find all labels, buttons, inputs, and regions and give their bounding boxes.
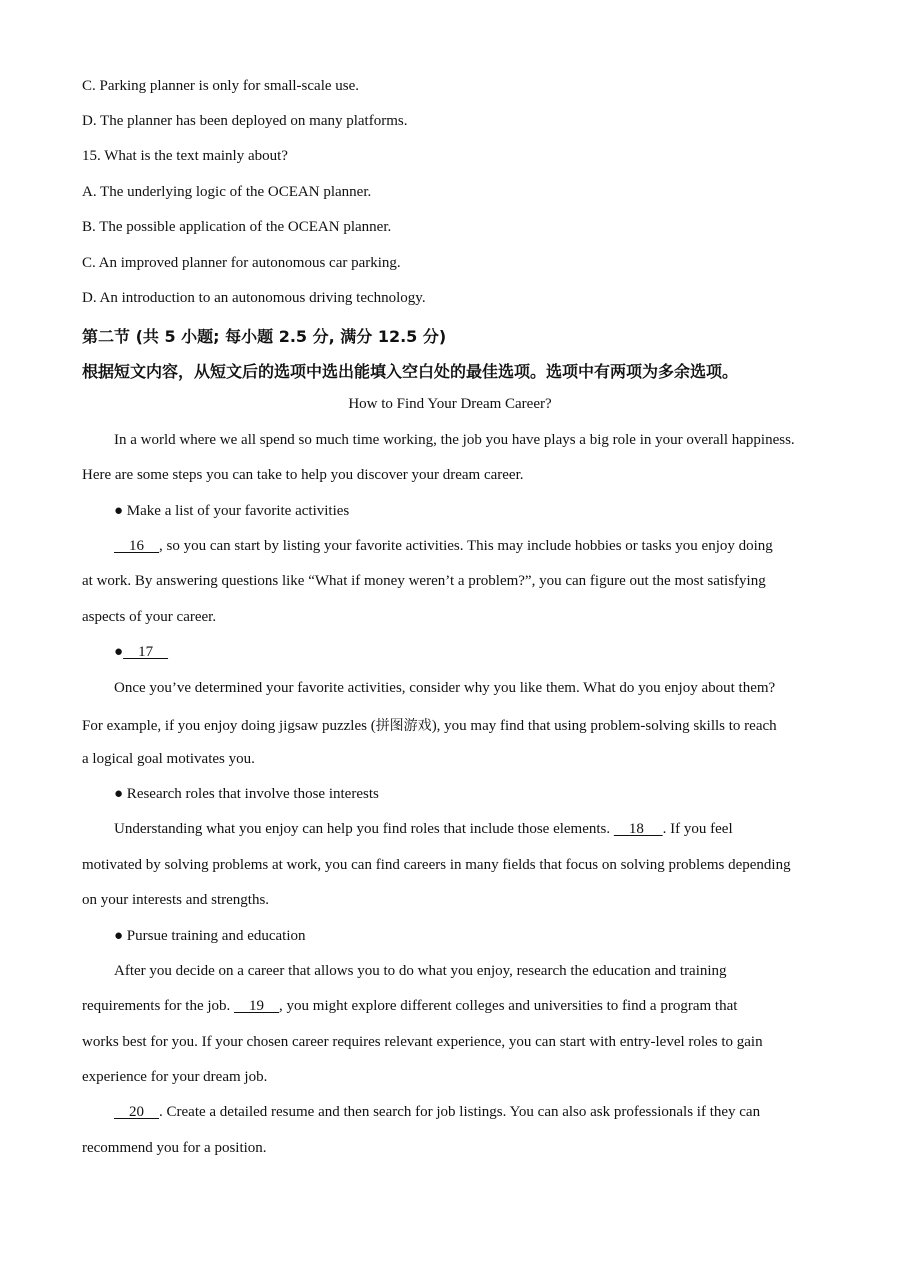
q15-option-a: A. The underlying logic of the OCEAN planner. (82, 184, 372, 200)
jigsaw-chinese: 拼图游戏 (375, 718, 432, 734)
paragraph-5-line-1: After you decide on a career that allows you to do what you enjoy, research the education and training (114, 963, 727, 979)
section-2-header: 第二节 (共 5 小题; 每小题 2.5 分, 满分 12.5 分) (82, 327, 447, 346)
paragraph-5-line-4: experience for your dream job. (82, 1069, 268, 1085)
heading-research-roles: ● Research roles that involve those interests (114, 786, 379, 802)
q15-option-b: B. The possible application of the OCEAN planner. (82, 219, 392, 235)
heading-pursue-training: ● Pursue training and education (114, 928, 306, 944)
section-2-instruction: 根据短文内容，从短文后的选项中选出能填入空白处的最佳选项。选项中有两项为多余选项。 (82, 362, 739, 381)
paragraph-4-line-1-b: . If you feel (662, 821, 733, 837)
paragraph-1-line-1: In a world where we all spend so much time working, the job you have plays a big role in your overall happiness. (114, 432, 795, 448)
paragraph-3-line-1: Once you’ve determined your favorite activities, consider why you like them. What do you enjoy about them? (114, 680, 776, 696)
paragraph-3-line-2-a: For example, if you enjoy doing jigsaw puzzles ( (82, 718, 376, 734)
blank-20: 20 (114, 1104, 159, 1120)
paragraph-4-line-3: on your interests and strengths. (82, 892, 270, 908)
paragraph-6-line-1-text: . Create a detailed resume and then search for job listings. You can also ask professionals if they can (159, 1104, 761, 1120)
heading-favorite-activities: ● Make a list of your favorite activities (114, 503, 350, 519)
paragraph-5-line-3: works best for you. If your chosen career requires relevant experience, you can start with entry-level roles to gain (82, 1034, 763, 1050)
bullet: ● (114, 644, 124, 660)
paragraph-2-line-3: aspects of your career. (82, 609, 217, 625)
blank-16: 16 (114, 538, 159, 554)
paragraph-4-line-1-a: Understanding what you enjoy can help you find roles that include those elements. (114, 821, 614, 837)
paragraph-3-line-3: a logical goal motivates you. (82, 751, 255, 767)
paragraph-3-line-2 (82, 715, 777, 735)
question-15: 15. What is the text mainly about? (82, 148, 288, 164)
blank-18: 18 (613, 821, 663, 837)
paragraph-5-line-2-a: requirements for the job. (82, 998, 235, 1014)
blank-19: 19 (234, 998, 280, 1014)
paragraph-2-line-2: at work. By answering questions like “What if money weren’t a problem?”, you can figure out the most satisfying (82, 573, 766, 589)
paragraph-1-line-2: Here are some steps you can take to help you discover your dream career. (82, 467, 524, 483)
heading-17 (114, 644, 168, 661)
option-d-prev: D. The planner has been deployed on many platforms. (82, 113, 408, 129)
passage-title: How to Find Your Dream Career? (348, 396, 552, 412)
paragraph-4-line-1 (114, 821, 733, 838)
q15-option-c: C. An improved planner for autonomous car parking. (82, 255, 401, 271)
paragraph-6-line-1 (114, 1104, 760, 1121)
paragraph-5-line-2 (82, 998, 737, 1015)
option-c-prev: C. Parking planner is only for small-scale use. (82, 78, 360, 94)
paragraph-4-line-2: motivated by solving problems at work, you can find careers in many fields that focus on solving problems depending (82, 857, 791, 873)
paragraph-3-line-2-b: ), you may find that using problem-solving skills to reach (431, 718, 777, 734)
q15-option-d: D. An introduction to an autonomous driving technology. (82, 290, 426, 306)
paragraph-2-line-1-text: , so you can start by listing your favorite activities. This may include hobbies or tasks you enjoy doing (159, 538, 773, 554)
paragraph-6-line-2: recommend you for a position. (82, 1140, 267, 1156)
paragraph-2-line-1 (114, 538, 773, 555)
paragraph-5-line-2-b: , you might explore different colleges and universities to find a program that (279, 998, 738, 1014)
blank-17: 17 (123, 644, 169, 660)
